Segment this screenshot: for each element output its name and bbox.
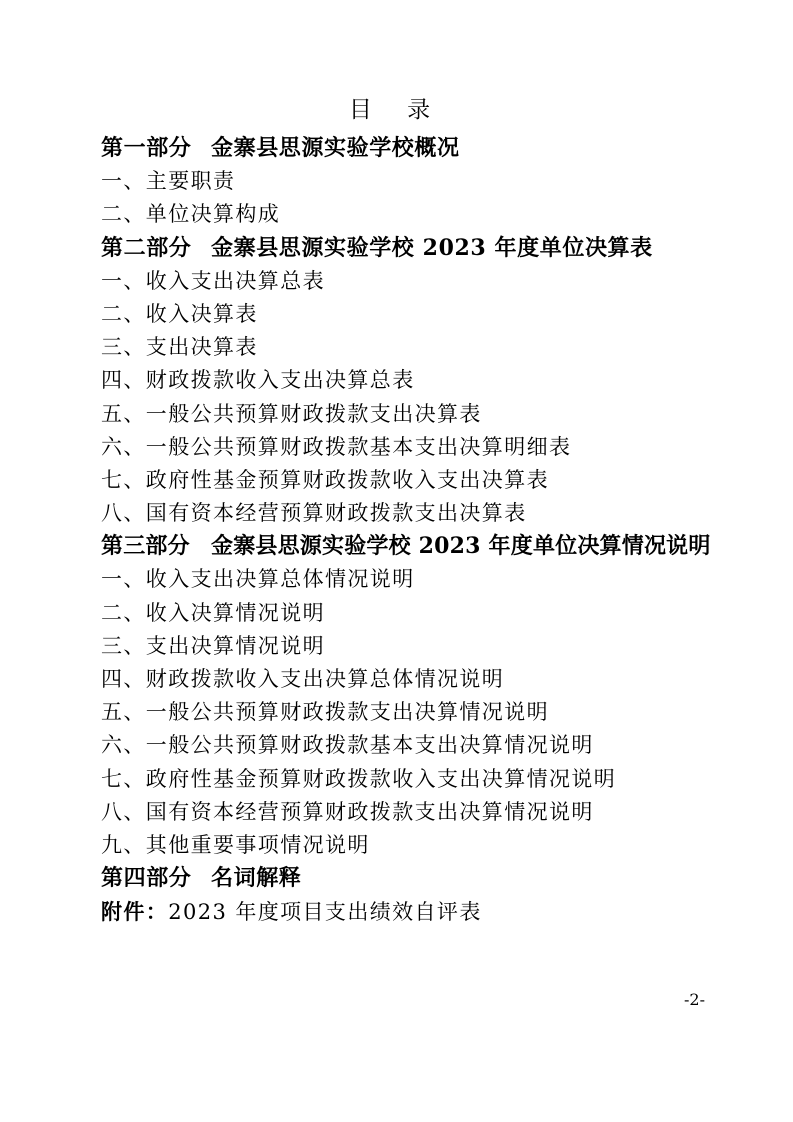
toc-item: 四、财政拨款收入支出决算总体情况说明 (101, 667, 505, 692)
toc-item: 一、主要职责 (101, 169, 236, 194)
part-heading-4 (101, 862, 711, 895)
toc-item: 七、政府性基金预算财政拨款收入支出决算情况说明 (101, 766, 617, 791)
part-heading-text: 金寨县思源实验学校 2023 年度单位决算表 (211, 234, 653, 261)
toc-item: 八、国有资本经营预算财政拨款支出决算情况说明 (101, 799, 594, 824)
toc-item: 五、一般公共预算财政拨款支出决算表 (101, 401, 482, 426)
page-title: 目 录 (348, 97, 445, 123)
toc-item: 一、收入支出决算总表 (101, 268, 325, 293)
toc-item: 一、收入支出决算总体情况说明 (101, 567, 415, 592)
toc-item: 九、其他重要事项情况说明 (101, 832, 370, 857)
toc-item: 七、政府性基金预算财政拨款收入支出决算表 (101, 467, 549, 492)
attachment-label: 附件： (101, 899, 169, 925)
part-heading-number: 第一部分 (101, 135, 192, 161)
toc-item: 三、支出决算表 (101, 335, 258, 360)
toc-item: 二、收入决算情况说明 (101, 600, 325, 625)
part-heading-text: 金寨县思源实验学校概况 (211, 135, 460, 161)
toc-item: 二、单位决算构成 (101, 202, 281, 227)
toc-item: 六、一般公共预算财政拨款基本支出决算明细表 (101, 434, 572, 459)
part-heading-3 (101, 530, 711, 563)
part-heading-number: 第三部分 (101, 533, 190, 560)
table-of-contents (101, 132, 711, 929)
toc-item: 三、支出决算情况说明 (101, 633, 325, 658)
part-heading-number: 第二部分 (101, 234, 192, 261)
toc-item: 八、国有资本经营预算财政拨款支出决算表 (101, 501, 527, 526)
toc-item: 六、一般公共预算财政拨款基本支出决算情况说明 (101, 733, 594, 758)
toc-item: 二、收入决算表 (101, 301, 258, 326)
attachment-line (101, 895, 711, 928)
toc-item: 五、一般公共预算财政拨款支出决算情况说明 (101, 700, 549, 725)
part-heading-number: 第四部分 (101, 865, 192, 892)
attachment-text: 2023 年度项目支出绩效自评表 (168, 900, 482, 925)
part-heading-text: 名词解释 (211, 865, 302, 892)
toc-item: 四、财政拨款收入支出决算总表 (101, 368, 415, 393)
part-heading-2 (101, 232, 711, 265)
part-heading-text: 金寨县思源实验学校 2023 年度单位决算情况说明 (211, 533, 711, 560)
page-number: -2- (684, 990, 705, 1009)
part-heading-1 (101, 132, 711, 165)
